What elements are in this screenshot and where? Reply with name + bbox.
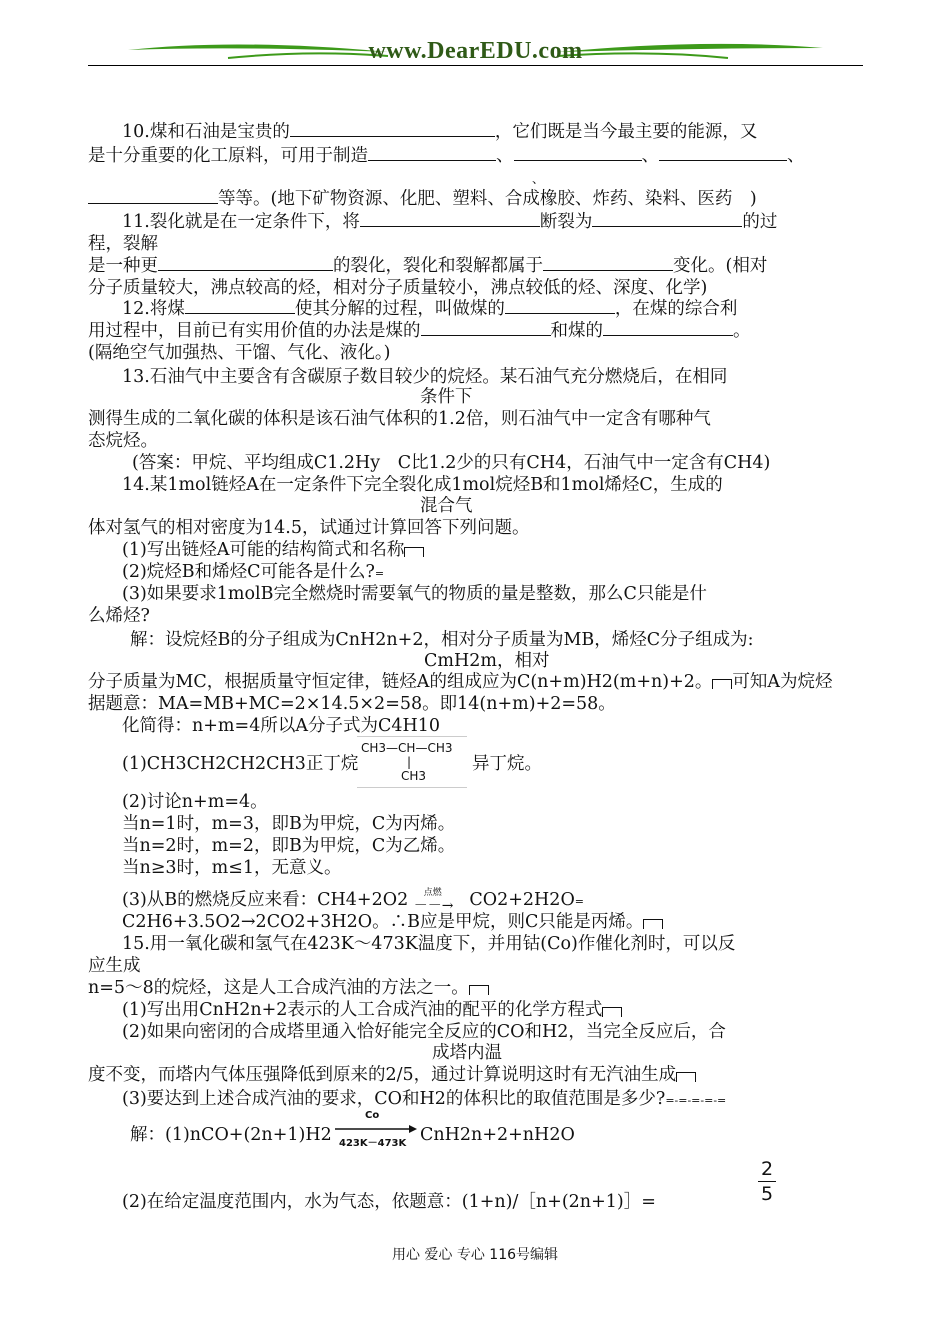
q14-solution-4: 据题意：MA=MB+MC=2×14.5×2=58。即14(n+m)+2=58。	[88, 694, 616, 714]
q15-solution-1a: 解：(1)nCO+(2n+1)H2	[130, 1125, 332, 1145]
q11-line3: 是一种更 的裂化，裂化和裂解都属于 变化。(相对	[88, 256, 768, 276]
q14-case-3: 当n≥3时，m≤1，无意义。	[122, 858, 342, 878]
edit-mark-icon	[469, 985, 489, 995]
q15-part2-cont: 成塔内温	[432, 1043, 502, 1063]
q12-line2: 用过程中，目前已有实用价值的办法是煤的 和煤的 。	[88, 321, 751, 341]
q14-part3-answer: (3)从B的燃烧反应来看：CH4+2O2 点燃 －－→ CO2+2H2O=	[122, 888, 585, 914]
q14-part1: (1)写出链烃A可能的结构简式和名称	[122, 539, 424, 561]
header-divider	[88, 65, 863, 66]
q15-line1: 15.用一氧化碳和氢气在423K～473K温度下，并用钴(Co)作催化剂时，可以反	[122, 934, 736, 954]
q14-solution-3: 分子质量为MC，根据质量守恒定律，链烃A的组成应为C(n+m)H2(m+n)+2。 可知A为烷烃	[88, 672, 833, 692]
q14-solution-5: 化简得：n+m=4所以A分子式为C4H10	[122, 716, 441, 736]
q15-part1: (1)写出用CnH2n+2表示的人工合成汽油的配平的化学方程式	[122, 999, 622, 1021]
q14-part3: (3)如果要求1molB完全燃烧时需要氧气的物质的量是整数，那么C只能是什	[122, 584, 707, 604]
q14-answer-2: 异丁烷。	[472, 754, 542, 774]
q11-line1: 11.裂化就是在一定条件下，将 断裂为 的过	[122, 212, 778, 232]
q10-line2: 是十分重要的化工原料，可用于制造 、 、 、	[88, 146, 805, 166]
q15-line2: 应生成	[88, 956, 141, 976]
q14-line2: 混合气	[420, 496, 473, 516]
q15-line3: n=5～8的烷烃，这是人工合成汽油的方法之一。	[88, 977, 489, 999]
edit-mark-icon	[676, 1072, 696, 1082]
q10-sep: 、	[532, 172, 545, 186]
q14-line3: 体对氢气的相对密度为14.5，试通过计算回答下列问题。	[88, 518, 530, 538]
q12-line1: 12.将煤 使其分解的过程，叫做煤的 ，在煤的综合利	[122, 299, 738, 319]
edit-mark-icon	[643, 919, 663, 929]
fraction: 2 5	[758, 1158, 776, 1205]
q15-solution-2: (2)在给定温度范围内，水为气态，依题意：(1+n)/［n+(2n+1)］=	[122, 1192, 656, 1212]
edit-mark-icon	[712, 679, 732, 689]
page-footer: 用心 爱心 专心 116号编辑	[391, 1247, 559, 1263]
edit-mark-icon	[602, 1007, 622, 1017]
q13-line1: 13.石油气中主要含有含碳原子数目较少的烷烃。某石油气充分燃烧后，在相同	[122, 367, 728, 387]
q14-part3-cont: 么烯烃?	[88, 606, 150, 626]
q14-discuss: (2)讨论n+m=4。	[122, 792, 268, 812]
q14-case-1: 当n=1时，m=3，即B为甲烷，C为丙烯。	[122, 814, 456, 834]
q14-solution-2: CmH2m，相对	[424, 651, 550, 671]
q14-solution-1: 解：设烷烃B的分子组成为CnH2n+2，相对分子质量为MB，烯烃C分子组成为:	[130, 630, 754, 650]
q15-solution-1b: CnH2n+2+nH2O	[420, 1125, 575, 1145]
q15-part2-cont2: 度不变，而塔内气体压强降低到原来的2/5，通过计算说明这时有无汽油生成	[88, 1064, 696, 1086]
q14-conclusion: C2H6+3.5O2→2CO2+3H2O。∴B应是甲烷，则C只能是丙烯。	[122, 911, 663, 933]
q13-line3: 测得生成的二氧化碳的体积是该石油气体积的1.2倍，则石油气中一定含有哪种气	[88, 409, 711, 429]
q13-answer: (答案：甲烷、平均组成C1.2Hy C比1.2少的只有CH4，石油气中一定含有CH4)	[132, 453, 771, 473]
q14-answer-1: (1)CH3CH2CH2CH3正丁烷	[122, 754, 359, 774]
isobutane-structure: CH3—CH—CH3 | CH3	[357, 736, 467, 788]
edit-mark-icon	[404, 547, 424, 557]
q13-line2: 条件下	[420, 387, 473, 407]
reaction-arrow: Co 423K－473K	[335, 1110, 417, 1148]
q10-line1: 10.煤和石油是宝贵的 ，它们既是当今最主要的能源，又	[122, 122, 758, 142]
q13-line4: 态烷烃。	[88, 431, 158, 451]
q10-line3: 等等。(地下矿物资源、化肥、塑料、合成橡胶、炸药、染料、医药 )	[88, 188, 757, 210]
q14-line1: 14.某1mol链烃A在一定条件下完全裂化成1mol烷烃B和1mol烯烃C，生成的	[122, 475, 723, 495]
q15-part2: (2)如果向密闭的合成塔里通入恰好能完全反应的CO和H2，当完全反应后，合	[122, 1022, 726, 1042]
q14-case-2: 当n=2时，m=2，即B为甲烷，C为乙烯。	[122, 836, 456, 856]
q12-answer: (隔绝空气加强热、干馏、气化、液化。)	[88, 343, 391, 363]
q15-part3: (3)要达到上述合成汽油的要求，CO和H2的体积比的取值范围是多少?=-=-=-=-=	[122, 1089, 727, 1109]
q11-line4: 分子质量较大，沸点较高的烃，相对分子质量较小，沸点较低的烃、深度、化学)	[88, 278, 708, 298]
q14-part2: (2)烷烃B和烯烃C可能各是什么?=	[122, 562, 385, 582]
q11-line2: 程，裂解	[88, 234, 158, 254]
site-logo[interactable]: www.DearEDU.com	[368, 38, 583, 64]
arrow-right-icon	[335, 1124, 417, 1134]
